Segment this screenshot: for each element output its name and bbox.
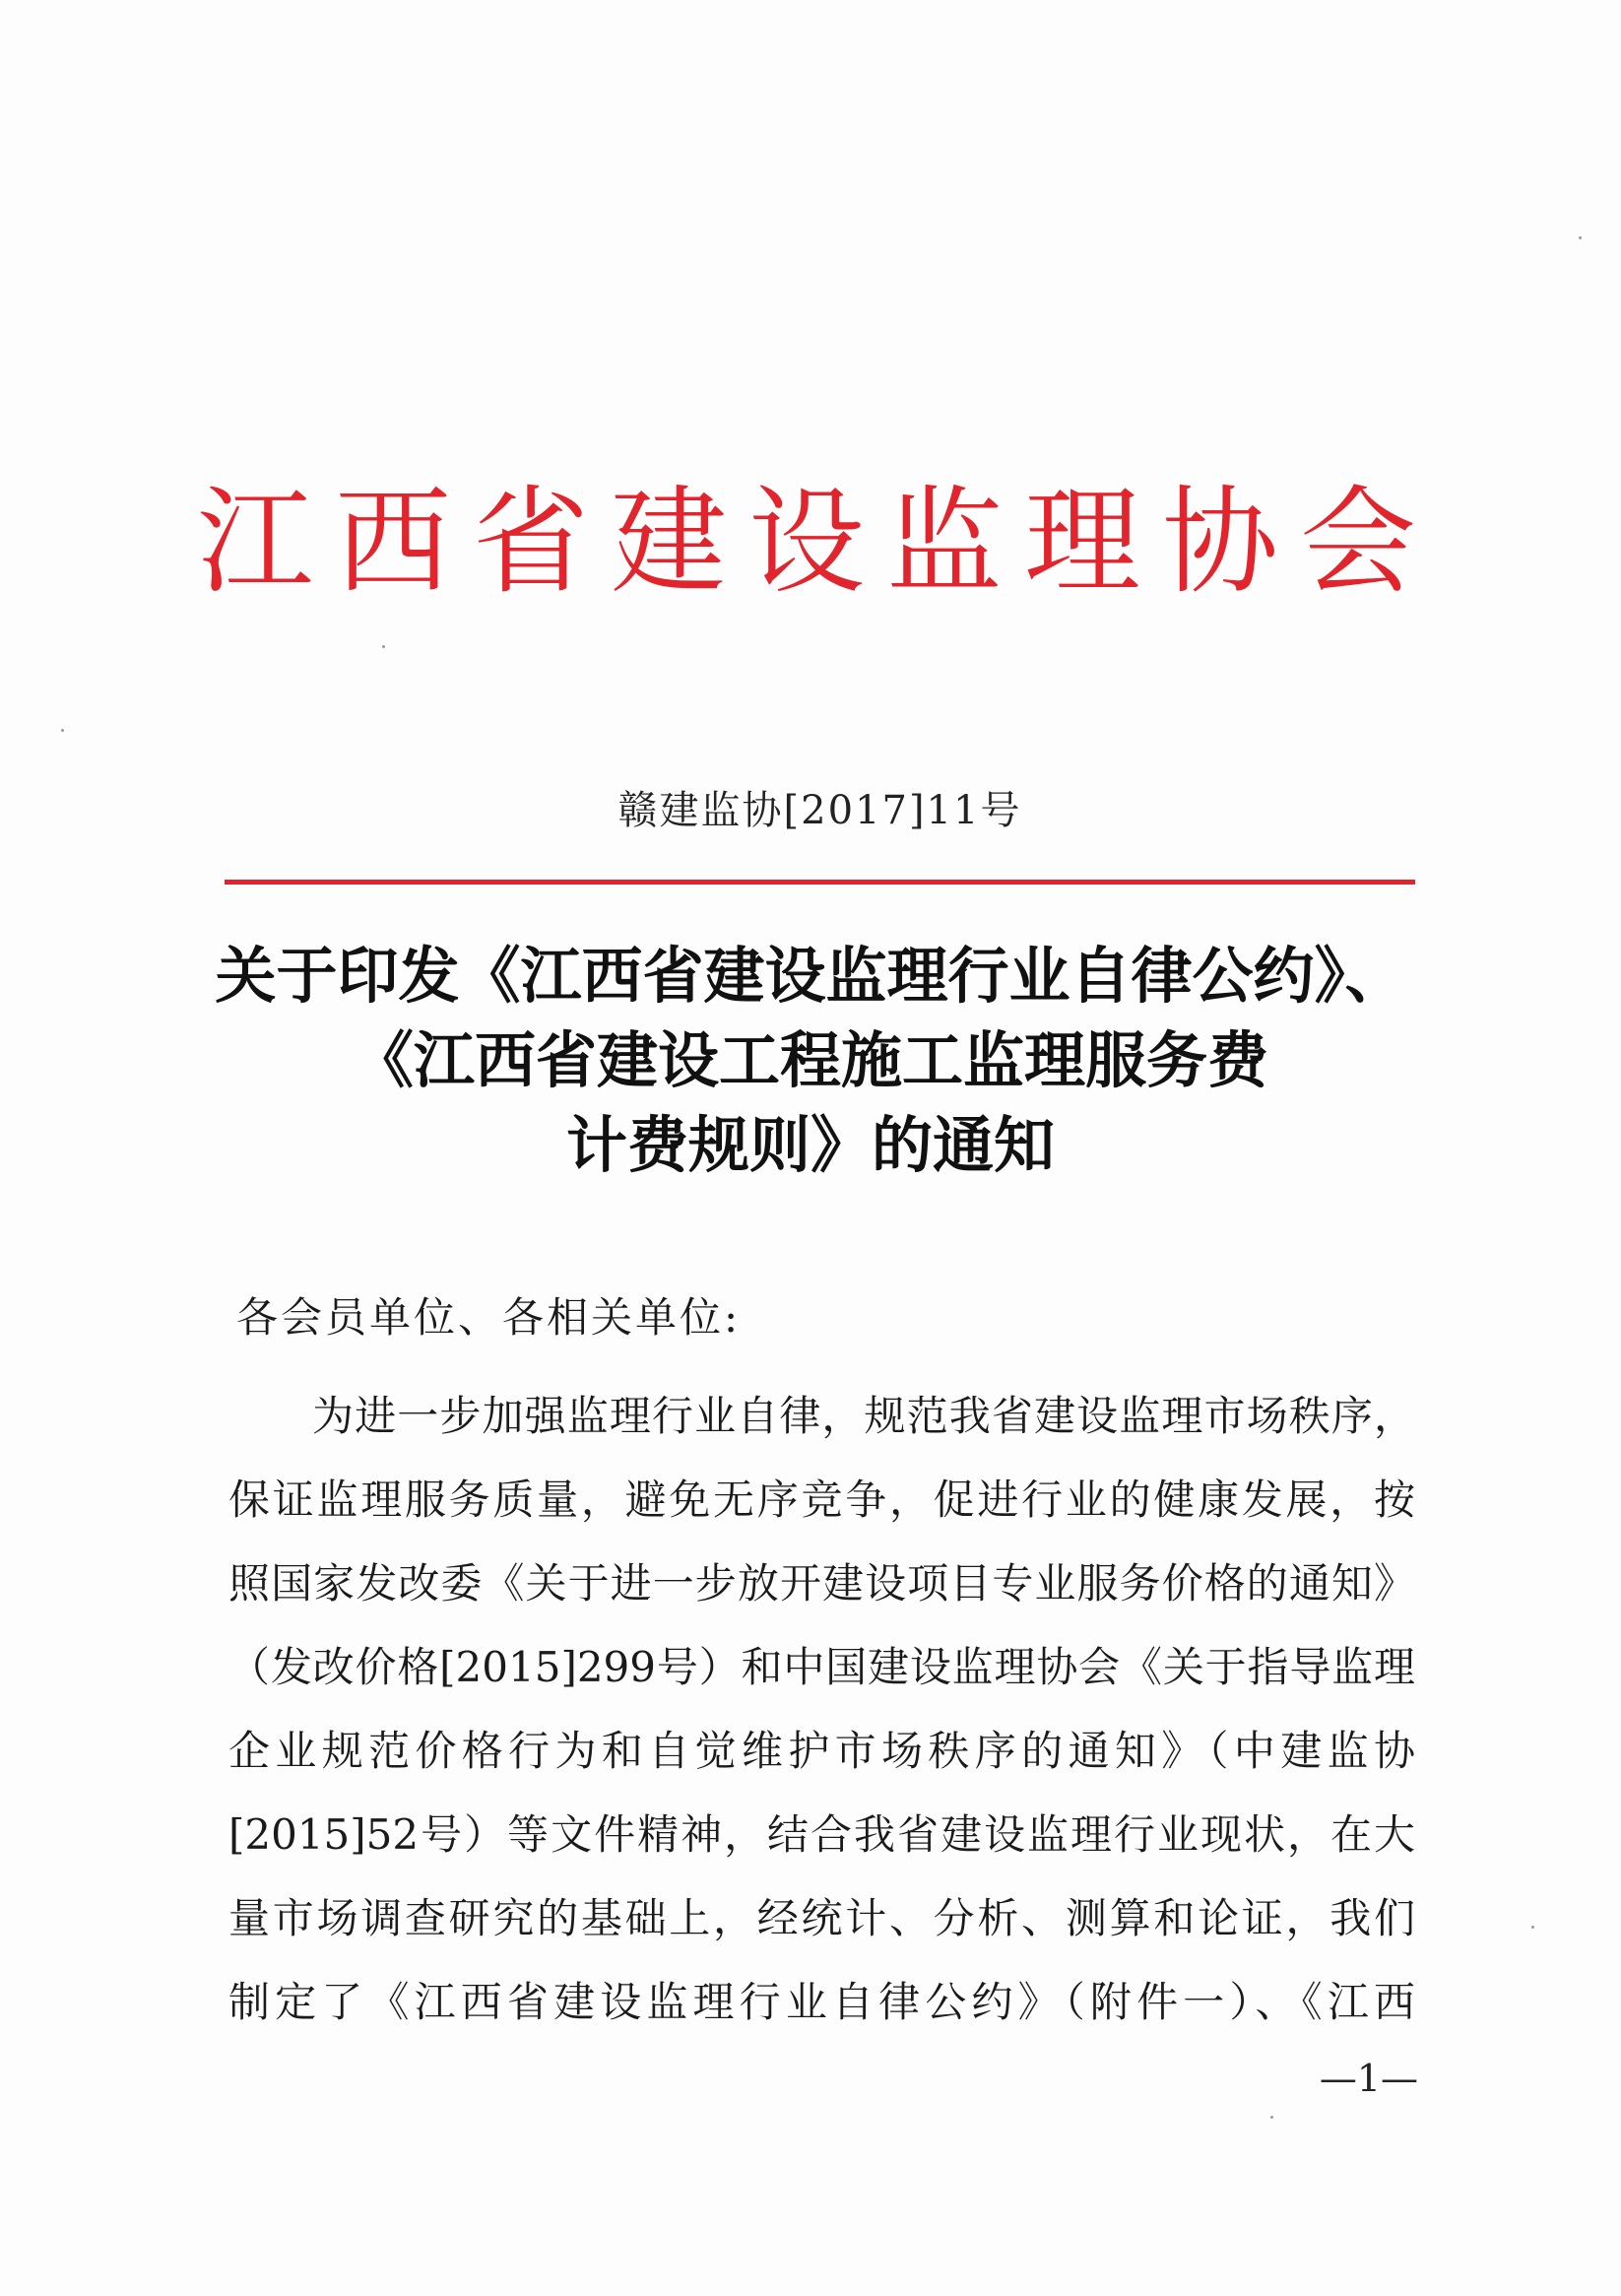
- title-line-1: 关于印发《江西省建设监理行业自律公约》、: [215, 940, 1406, 1012]
- scan-speck: [1579, 236, 1582, 239]
- body-paragraph: [228, 1374, 1415, 2044]
- body-line: 为进一步加强监理行业自律，规范我省建设监理市场秩序，: [312, 1392, 1415, 1440]
- document-title: [197, 934, 1424, 1188]
- body-line: 量市场调查研究的基础上，经统计、分析、测算和论证，我们: [228, 1894, 1415, 1942]
- title-line-2: 《江西省建设工程施工监理服务费: [352, 1024, 1268, 1096]
- document-number: 赣建监协[2017]11号: [617, 788, 1022, 833]
- body-line: [2015]52号）等文件精神，结合我省建设监理行业现状，在大: [228, 1810, 1415, 1859]
- red-divider-line: [225, 880, 1415, 885]
- scan-speck: [61, 729, 64, 732]
- scan-speck: [1270, 2116, 1273, 2119]
- scan-speck: [1531, 1926, 1534, 1929]
- body-line: 制定了《江西省建设监理行业自律公约》（附件一）、《江西: [228, 1978, 1415, 2026]
- scan-speck: [382, 645, 385, 648]
- title-line-3: 计费规则》的通知: [565, 1109, 1055, 1181]
- body-line: 保证监理服务质量，避免无序竞争，促进行业的健康发展，按: [228, 1476, 1415, 1524]
- organization-header: 江西省建设监理协会: [197, 474, 1439, 610]
- salutation: 各会员单位、各相关单位:: [236, 1293, 742, 1342]
- page-number: —1—: [1319, 2057, 1418, 2100]
- body-line: 照国家发改委《关于进一步放开建设项目专业服务价格的通知》: [228, 1559, 1415, 1607]
- body-line: 企业规范价格行为和自觉维护市场秩序的通知》（中建监协: [228, 1727, 1415, 1775]
- body-line: （发改价格[2015]299号）和中国建设监理协会《关于指导监理: [228, 1643, 1415, 1691]
